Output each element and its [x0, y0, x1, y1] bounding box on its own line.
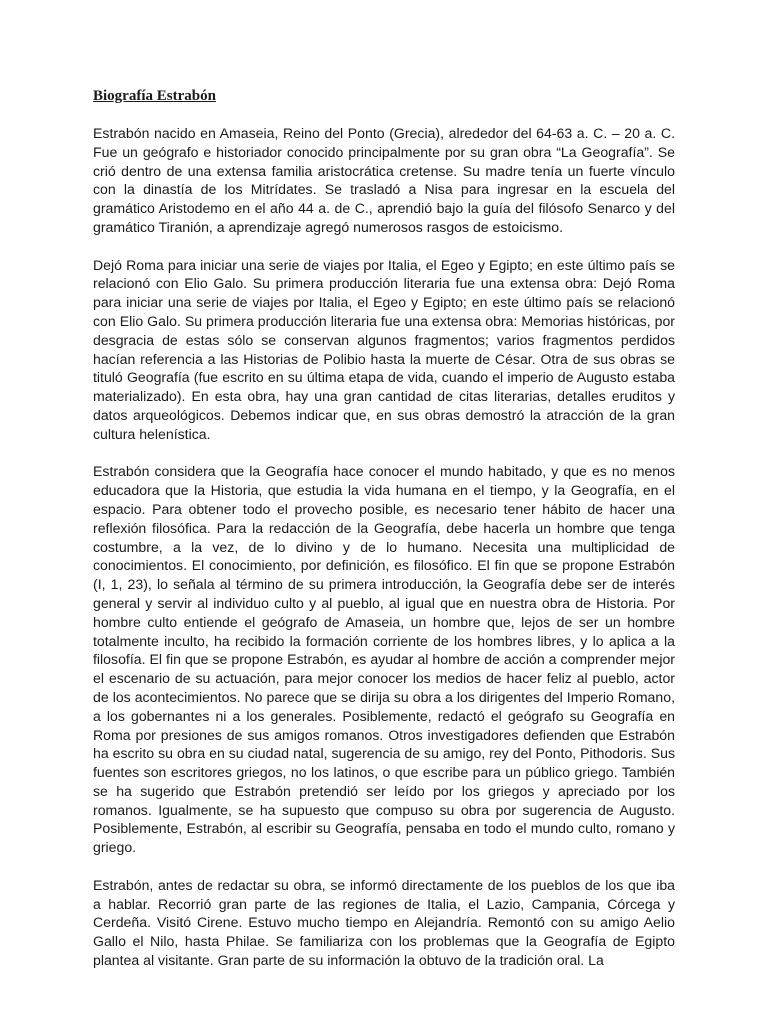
paragraph-3: Estrabón considera que la Geografía hace conocer el mundo habitado, y que es no menos educadora que la Historia, que estudia la vida humana en el tiempo, y la Geografía, en el espacio. Para obtener todo el provecho posible, es necesario tener hábito de hacer una reflexión filosófica. Para la redacción de la Geografía, debe hacerla un hombre que tenga costumbre, a la vez, de lo divino y de lo humano. Necesita una multiplicidad de conocimientos. El conocimiento, por definición, es filosófico. El fin que se propone Estrabón (I, 1, 23), lo señala al término de su primera introducción, la Geografía debe ser de interés general y servir al individuo culto y al pueblo, al igual que en nuestra obra de Historia. Por hombre culto entiende el geógrafo de Amaseia, un hombre que, lejos de ser un hombre totalmente inculto, ha recibido la formación corriente de los hombres libres, y lo aplica a la filosofía. El fin que se propone Estrabón, es ayudar al hombre de acción a comprender mejor el escenario de su actuación, para mejor conocer los medios de hacer feliz al pueblo, actor de los acontecimientos. No parece que se dirija su obra a los dirigentes del Imperio Romano, a los gobernantes ni a los generales. Posiblemente, redactó el geógrafo su Geografía en Roma por presiones de sus amigos romanos. Otros investigadores defienden que Estrabón ha escrito su obra en su ciudad natal, sugerencia de su amigo, rey del Ponto, Pithodoris. Sus fuentes son escritores griegos, no los latinos, o que escribe para un público griego. También se ha sugerido que Estrabón pretendió ser leído por los griegos y apreciado por los romanos. Igualmente, se ha supuesto que compuso su obra por sugerencia de Augusto. Posiblemente, Estrabón, al escribir su Geografía, pensaba en todo el mundo culto, romano y griego.: [93, 463, 675, 856]
paragraph-1: Estrabón nacido en Amaseia, Reino del Ponto (Grecia), alrededor del 64-63 a. C. – 20 a. C. Fue un geógrafo e historiador conocido principalmente por su gran obra “La Geografía”. Se crió dentro de una extensa familia aristocrática cretense. Su madre tenía un fuerte vínculo con la dinastía de los Mitrídates. Se trasladó a Nisa para ingresar en la escuela del gramático Aristodemo en el año 44 a. de C., aprendió bajo la guía del filósofo Senarco y del gramático Tiranión, a aprendizaje agregó numerosos rasgos de estoicismo.: [93, 125, 675, 235]
paragraph-2: Dejó Roma para iniciar una serie de viajes por Italia, el Egeo y Egipto; en este último país se relacionó con Elio Galo. Su primera producción literaria fue una extensa obra: Dejó Roma para iniciar una serie de viajes por Italia, el Egeo y Egipto; en este último país se relacionó con Elio Galo. Su primera producción literaria fue una extensa obra: Memorias históricas, por desgracia de estas sólo se conservan algunos fragmentos; varios fragmentos perdidos hacían referencia a las Historias de Polibio hasta la muerte de César. Otra de sus obras se tituló Geografía (fue escrito en su última etapa de vida, cuando el imperio de Augusto estaba materializado). En esta obra, hay una gran cantidad de citas literarias, detalles eruditos y datos arqueológicos. Debemos indicar que, en sus obras demostró la atracción de la gran cultura helenística.: [93, 256, 675, 442]
paragraph-4: Estrabón, antes de redactar su obra, se informó directamente de los pueblos de los que iba a hablar. Recorrió gran parte de las regiones de Italia, el Lazio, Campania, Córcega y Cerdeña. Visitó Cirene. Estuvo mucho tiempo en Alejandría. Remontó con su amigo Aelio Gallo el Nilo, hasta Philae. Se familiariza con los problemas que la Geografía de Egipto plantea al visitante. Gran parte de su información la obtuvo de la tradición oral. La: [93, 876, 675, 969]
document-page: [93, 86, 675, 970]
document-title: Biografía Estrabón: [93, 88, 216, 104]
